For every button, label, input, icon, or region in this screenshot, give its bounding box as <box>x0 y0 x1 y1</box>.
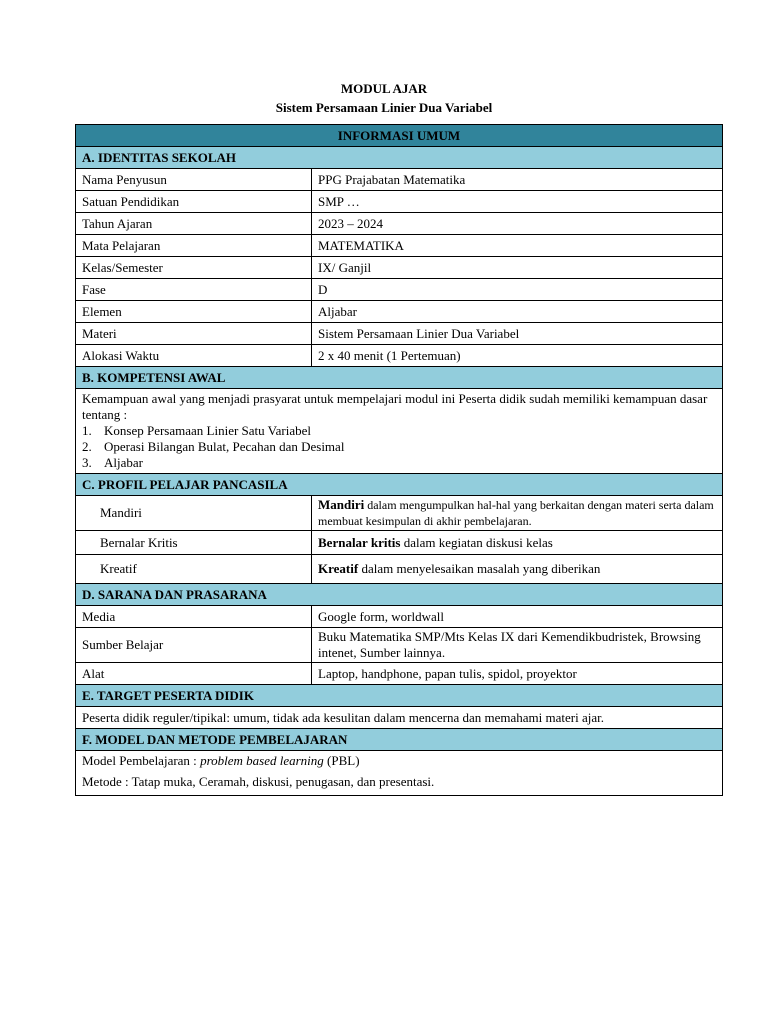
list-number: 3. <box>82 455 92 470</box>
row-value <box>312 531 723 555</box>
target-peserta-text: Peserta didik reguler/tipikal: umum, tidak ada kesulitan dalam mencerna dan memahami materi ajar. <box>76 707 723 729</box>
section-d-heading-row <box>76 584 723 606</box>
row-label: Tahun Ajaran <box>76 213 312 235</box>
section-f-heading-row <box>76 729 723 751</box>
section-c-heading: C. PROFIL PELAJAR PANCASILA <box>76 474 723 496</box>
section-e-heading-row <box>76 685 723 707</box>
row-value: D <box>312 279 723 301</box>
model-italic: problem based learning <box>200 753 324 768</box>
table-header: INFORMASI UMUM <box>76 125 723 147</box>
table-row <box>76 235 723 257</box>
model-suffix: (PBL) <box>323 753 360 768</box>
list-number: 1. <box>82 423 92 438</box>
informasi-umum-table <box>75 124 723 796</box>
row-label: Alokasi Waktu <box>76 345 312 367</box>
section-a-heading: A. IDENTITAS SEKOLAH <box>76 147 723 169</box>
table-row <box>76 323 723 345</box>
table-row <box>76 345 723 367</box>
row-value <box>312 496 723 531</box>
table-row <box>76 628 723 663</box>
row-label: Alat <box>76 663 312 685</box>
row-value: PPG Prajabatan Matematika <box>312 169 723 191</box>
list-item <box>82 423 716 439</box>
row-label: Elemen <box>76 301 312 323</box>
kompetensi-awal-cell <box>76 389 723 474</box>
section-b-content-row <box>76 389 723 474</box>
list-item <box>82 455 716 471</box>
table-row <box>76 496 723 531</box>
row-label: Kreatif <box>76 555 312 584</box>
row-label: Nama Penyusun <box>76 169 312 191</box>
row-label: Sumber Belajar <box>76 628 312 663</box>
table-row <box>76 191 723 213</box>
table-header-row <box>76 125 723 147</box>
value-text: dalam mengumpulkan hal-hal yang berkaitan dengan materi serta dalam membuat kesimpulan di akhir pembelajaran. <box>318 498 714 528</box>
row-label: Mandiri <box>76 496 312 531</box>
row-label: Satuan Pendidikan <box>76 191 312 213</box>
row-label: Materi <box>76 323 312 345</box>
row-value: IX/ Ganjil <box>312 257 723 279</box>
row-value: Sistem Persamaan Linier Dua Variabel <box>312 323 723 345</box>
table-row <box>76 301 723 323</box>
section-e-heading: E. TARGET PESERTA DIDIK <box>76 685 723 707</box>
row-value: Aljabar <box>312 301 723 323</box>
row-label: Fase <box>76 279 312 301</box>
row-value: Buku Matematika SMP/Mts Kelas IX dari Kemendikbudristek, Browsing intenet, Sumber lainnya. <box>312 628 723 663</box>
table-row <box>76 707 723 729</box>
section-f-heading: F. MODEL DAN METODE PEMBELAJARAN <box>76 729 723 751</box>
table-row <box>76 751 723 796</box>
row-label: Kelas/Semester <box>76 257 312 279</box>
metode-text: Metode : Tatap muka, Ceramah, diskusi, penugasan, dan presentasi. <box>82 774 435 789</box>
kompetensi-list <box>82 423 716 471</box>
model-pembelajaran <box>82 753 716 769</box>
table-row <box>76 555 723 584</box>
value-bold: Kreatif <box>318 561 359 576</box>
row-label: Mata Pelajaran <box>76 235 312 257</box>
list-text: Konsep Persamaan Linier Satu Variabel <box>104 423 311 438</box>
kompetensi-intro: Kemampuan awal yang menjadi prasyarat untuk mempelajari modul ini Peserta didik sudah memiliki kemampuan dasar tentang : <box>82 391 708 422</box>
table-row <box>76 606 723 628</box>
list-item <box>82 439 716 455</box>
row-value: 2 x 40 menit (1 Pertemuan) <box>312 345 723 367</box>
value-text: dalam menyelesaikan masalah yang diberikan <box>358 561 601 576</box>
document-title: MODUL AJAR <box>340 81 428 96</box>
value-text: dalam kegiatan diskusi kelas <box>400 534 553 550</box>
row-label: Bernalar Kritis <box>76 531 312 555</box>
section-c-heading-row <box>76 474 723 496</box>
section-b-heading-row <box>76 367 723 389</box>
list-text: Aljabar <box>104 455 143 470</box>
document-subtitle: Sistem Persamaan Linier Dua Variabel <box>275 100 493 115</box>
list-number: 2. <box>82 439 92 454</box>
value-bold: Bernalar kritis <box>318 534 401 550</box>
row-value: 2023 – 2024 <box>312 213 723 235</box>
table-row <box>76 663 723 685</box>
table-row <box>76 169 723 191</box>
table-row <box>76 213 723 235</box>
model-metode-cell <box>76 751 723 796</box>
table-row <box>76 257 723 279</box>
table-row <box>76 531 723 555</box>
section-d-heading: D. SARANA DAN PRASARANA <box>76 584 723 606</box>
table-row <box>76 279 723 301</box>
row-value <box>312 555 723 584</box>
row-value: MATEMATIKA <box>312 235 723 257</box>
row-value: SMP … <box>312 191 723 213</box>
row-value: Laptop, handphone, papan tulis, spidol, proyektor <box>312 663 723 685</box>
row-label: Media <box>76 606 312 628</box>
list-text: Operasi Bilangan Bulat, Pecahan dan Desimal <box>104 439 345 454</box>
value-bold: Mandiri <box>318 497 365 512</box>
model-prefix: Model Pembelajaran : <box>82 753 201 768</box>
section-a-heading-row <box>76 147 723 169</box>
row-value: Google form, worldwall <box>312 606 723 628</box>
section-b-heading: B. KOMPETENSI AWAL <box>76 367 723 389</box>
